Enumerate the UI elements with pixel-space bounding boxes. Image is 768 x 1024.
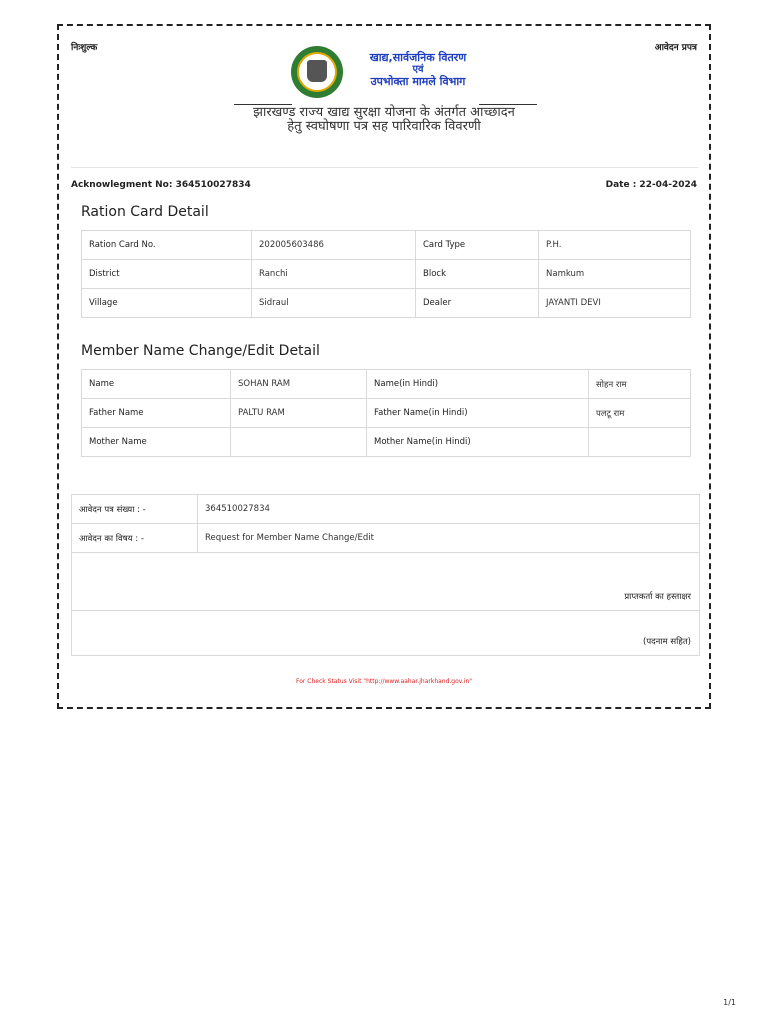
member-heading: Member Name Change/Edit Detail [81,343,320,359]
mother-name-label: Mother Name [82,428,231,457]
card-type-label: Card Type [416,231,539,260]
dealer-value: JAYANTI DEVI [539,289,691,318]
page-title: झारखण्ड राज्य खाद्य सुरक्षा योजना के अंतर्गत आच्छादन हेतु स्वघोषणा पत्र सह पारिवारिक विवरणी [253,105,515,134]
status-check-note: For Check Status Visit "http://www.aahar.jharkhand.gov.in" [295,678,473,685]
ration-card-table [81,230,691,318]
district-value: Ranchi [252,260,416,289]
village-value: Sidraul [252,289,416,318]
application-summary-table [71,494,700,656]
application-number-value: 364510027834 [198,495,700,524]
father-name-label: Father Name [82,399,231,428]
mother-name-hindi-label: Mother Name(in Hindi) [367,428,589,457]
application-subject-value: Request for Member Name Change/Edit [198,524,700,553]
free-label: निःशुल्क [71,43,98,53]
table-row [82,231,691,260]
table-row [72,611,700,656]
block-label: Block [416,260,539,289]
card-type-value: P.H. [539,231,691,260]
table-row [72,524,700,553]
district-label: District [82,260,252,289]
form-type-label: आवेदन प्रपत्र [654,43,697,53]
application-subject-label: आवेदन का विषय : - [72,524,198,553]
designation-cell [72,611,700,656]
department-logo [291,46,541,101]
page-number: 1/1 [723,998,736,1007]
block-value: Namkum [539,260,691,289]
dealer-label: Dealer [416,289,539,318]
name-value: SOHAN RAM [231,370,367,399]
application-form [57,24,711,709]
father-name-hindi-label: Father Name(in Hindi) [367,399,589,428]
emblem-icon [291,46,343,98]
department-name: खाद्य,सार्वजनिक वितरण एवं उपभोक्ता मामले विभाग [369,51,467,88]
village-label: Village [82,289,252,318]
ration-card-heading: Ration Card Detail [81,204,209,220]
name-hindi-value: सोहन राम [589,370,691,399]
name-label: Name [82,370,231,399]
mother-name-hindi-value [589,428,691,457]
application-number-label: आवेदन पत्र संख्या : - [72,495,198,524]
father-name-hindi-value: पलटू राम [589,399,691,428]
receiver-signature-label: प्राप्तकर्ता का हस्ताक्षर [624,592,691,602]
table-row [82,370,691,399]
header-divider [71,167,698,168]
table-row [82,399,691,428]
table-row [72,553,700,611]
table-row [72,495,700,524]
father-name-value: PALTU RAM [231,399,367,428]
ration-card-no-label: Ration Card No. [82,231,252,260]
table-row [82,428,691,457]
receiver-signature-cell [72,553,700,611]
acknowledgement-number: Acknowlegment No: 364510027834 [71,180,251,190]
table-row [82,289,691,318]
mother-name-value [231,428,367,457]
ration-card-no-value: 202005603486 [252,231,416,260]
name-hindi-label: Name(in Hindi) [367,370,589,399]
designation-label: (पदनाम सहित) [643,637,691,647]
table-row [82,260,691,289]
member-table [81,369,691,457]
application-date: Date : 22-04-2024 [605,180,697,190]
